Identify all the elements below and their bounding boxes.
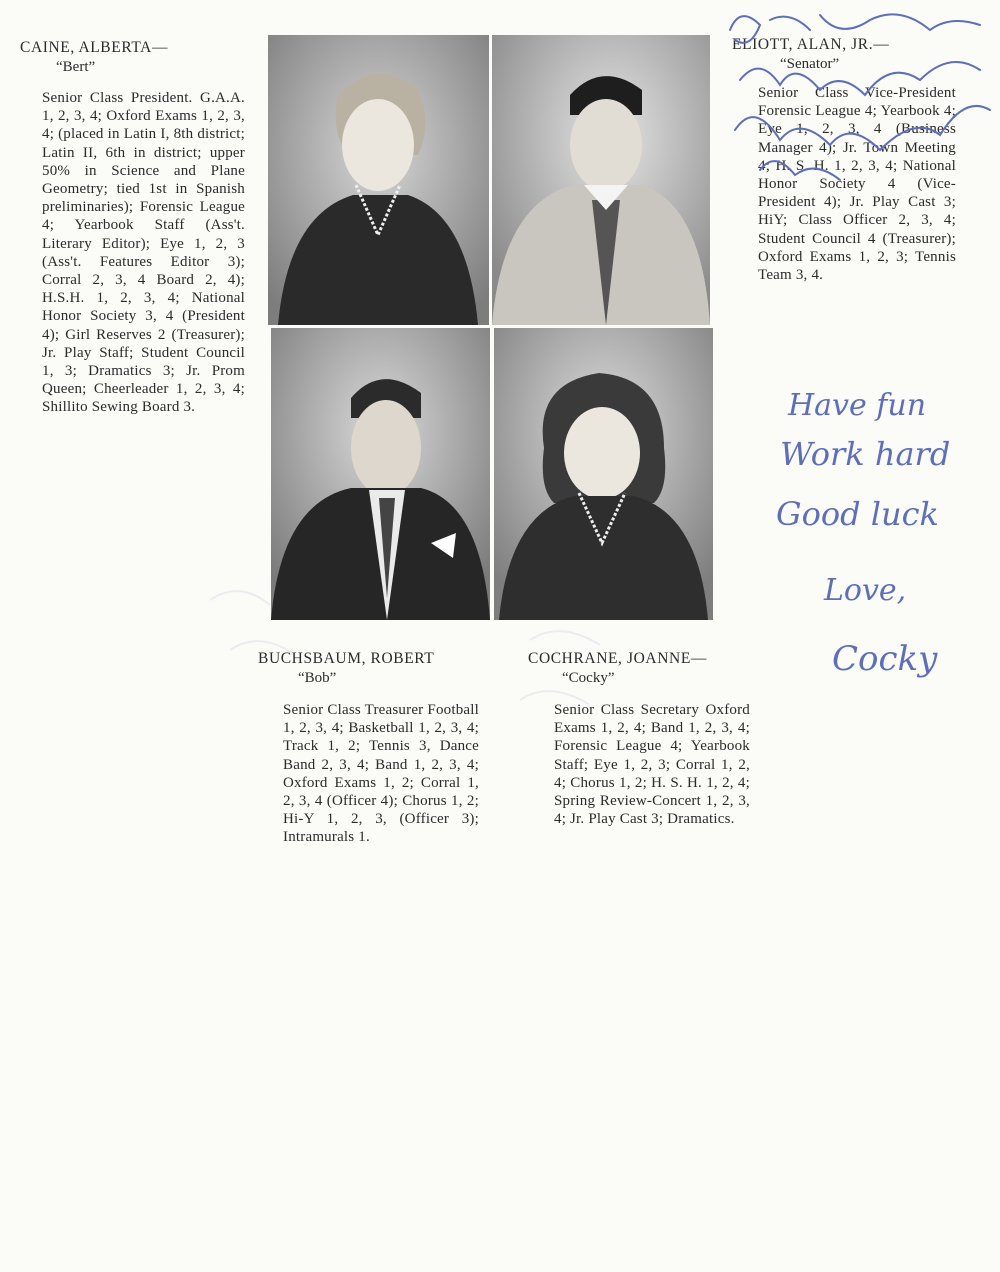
student-nickname: “Cocky” [562,670,615,686]
student-nickname: “Senator” [780,56,840,72]
inscription-line: Have fun [788,388,927,423]
student-activities: Senior Class President. G.A.A. 1, 2, 3, 4; Oxford Exams 1, 2, 3, 4; (placed in Latin I, 8th district; Latin II, 6th in district; upper 50% in Science and Plane Geometry; tied 1st in Spanish preliminaries); Forensic League 4; Yearbook Staff (Ass't. Literary Editor); Eye 1, 2, 3 (Ass't. Features Editor 3); Corral 2, 3, 4 Board 2, 4); H.S.H. 1, 2, 3, 4; National Honor Society 3, 4 (President 4); Girl Reserves 2 (Treasurer); Jr. Play Staff; Student Council 1, 3; Dramatics 3; Jr. Prom Queen; Cheerleader 1, 2, 3, 4; Shillito Sewing Board 3. [42,90,245,416]
student-activities: Senior Class Secretary Oxford Exams 1, 2, 4; Band 1, 2, 3, 4; Forensic League 4; Yearbook Staff; Eye 1, 2, 3; Corral 1, 2, 4; Chorus 1, 2; H. S. H. 1, 2, 4; Spring Review-Concert 1, 2, 3, 4; Jr. Play Cast 3; Dramatics. [554,702,750,828]
student-name: COCHRANE, JOANNE— [528,650,707,667]
portrait-photo-caine [268,35,489,325]
inscription-signature: Cocky [832,639,938,679]
student-activities: Senior Class Treasurer Football 1, 2, 3, 4; Basketball 1, 2, 3, 4; Track 1, 2; Tennis 3, Dance Band 2, 3, 4; Band 1, 2, 3, 4; Oxford Exams 1, 2; Corral 1, 2, 3, 4 (Officer 4); Chorus 1, 2; Hi-Y 1, 2, 3, (Officer 3); Intramurals 1. [283,702,479,846]
inscription-line: Good luck [776,495,939,533]
inscription-line: Love, [824,573,907,608]
student-name: CAINE, ALBERTA— [20,39,169,56]
student-name: ELIOTT, ALAN, JR.— [732,36,890,53]
bleed-through-marks [200,560,620,760]
student-nickname: “Bert” [56,59,96,75]
student-nickname: “Bob” [298,670,337,686]
student-name: BUCHSBAUM, ROBERT [258,650,435,667]
entry-caine [20,39,245,417]
inscription-line: Work hard [780,435,951,473]
portrait-photo-elliott [492,35,710,325]
student-activities: Senior Class Vice-President Forensic League 4; Yearbook 4; Eye 1, 2, 3, 4 (Business Manager 4); Jr. Town Meeting 4; H. S. H. 1, 2, 3, 4; National Honor Society 4 (Vice-President 4); Jr. Play Cast 3; HiY; Class Officer 2, 3, 4; Student Council 4 (Treasurer); Oxford Exams 1, 2, 3; Tennis Team 3, 4. [758,85,956,284]
entry-elliott [732,36,962,284]
